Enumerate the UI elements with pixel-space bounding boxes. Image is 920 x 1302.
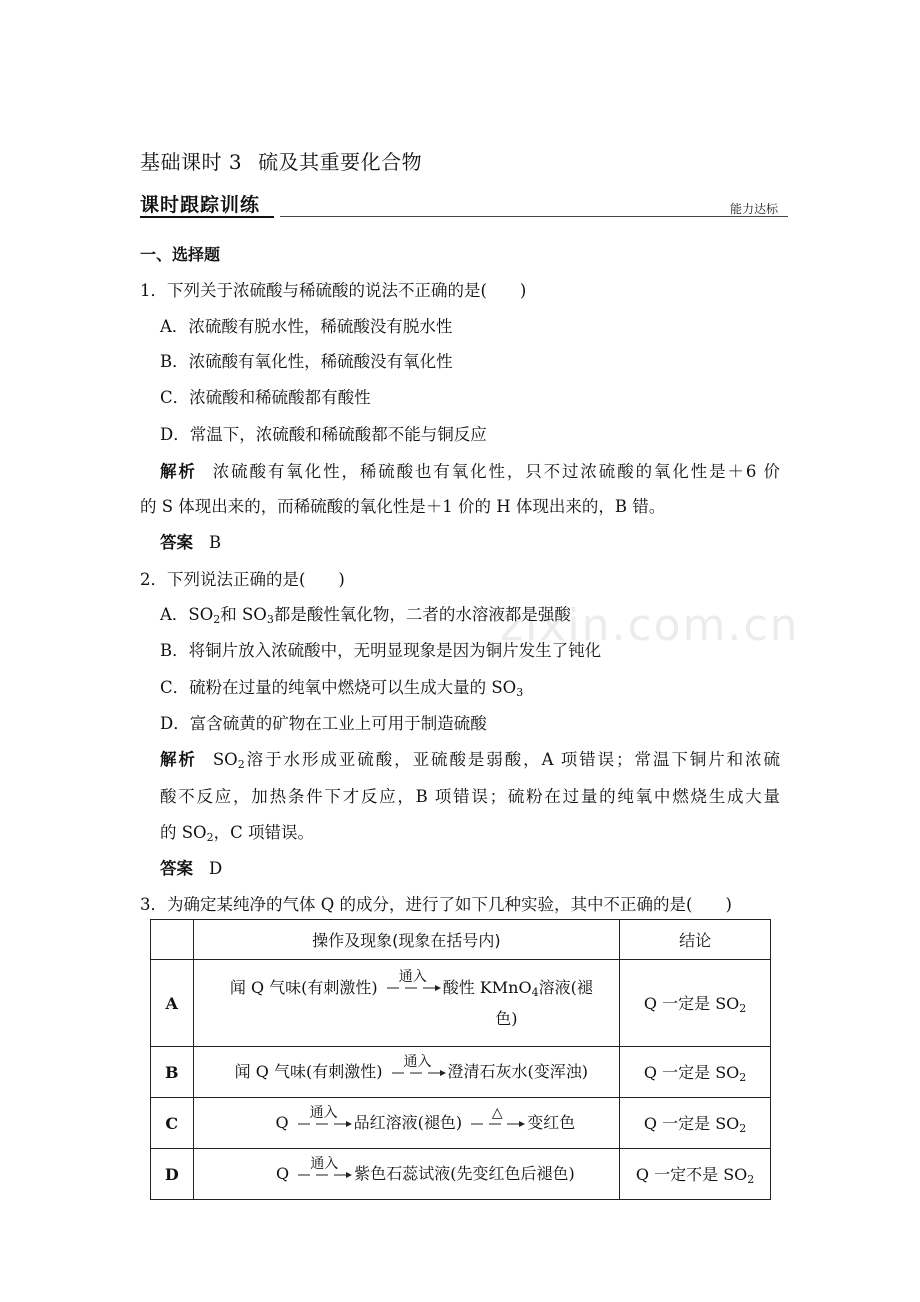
table-row bbox=[151, 960, 771, 1047]
row-conclusion bbox=[620, 1047, 771, 1098]
op-pre: Q bbox=[276, 1164, 290, 1183]
q1-analysis-label: 解析 bbox=[160, 462, 197, 481]
q2-a-mid: 和 SO bbox=[220, 605, 267, 624]
table-header-operation: 操作及现象(现象在括号内) bbox=[193, 920, 620, 960]
row-operation bbox=[193, 960, 620, 1047]
res-sub: 2 bbox=[739, 1071, 747, 1084]
q2-analysis3-sub: 2 bbox=[206, 831, 214, 844]
reaction-arrow-icon bbox=[385, 969, 441, 998]
q2-analysis3-pre: 的 SO bbox=[160, 823, 207, 842]
row-label: D bbox=[151, 1149, 194, 1200]
title-main: 基础课时 3 bbox=[140, 150, 243, 174]
op-pre: Q bbox=[275, 1113, 289, 1132]
res-sub: 2 bbox=[739, 1002, 747, 1015]
res-pre: Q 一定是 SO bbox=[643, 1114, 740, 1133]
arrow2-label: △ bbox=[491, 1104, 503, 1121]
section-banner bbox=[140, 190, 788, 220]
q1-analysis-line2: 的 S 体现出来的，而稀硫酸的氧化性是＋1 价的 H 体现出来的，B 错。 bbox=[140, 497, 666, 516]
reaction-arrow-icon bbox=[390, 1053, 446, 1083]
q2-analysis-line2: 酸不反应，加热条件下才反应，B 项错误；硫粉在过量的纯氧中燃烧生成大量 bbox=[160, 787, 780, 806]
op-pre: 闻 Q 气味(有刺激性) bbox=[229, 977, 378, 997]
title-sub: 硫及其重要化合物 bbox=[258, 150, 423, 174]
q2-answer-label: 答案 bbox=[160, 859, 193, 878]
q2-option-c bbox=[160, 674, 523, 699]
row-conclusion bbox=[620, 1149, 771, 1200]
q2-stem: 2．下列说法正确的是( ) bbox=[140, 570, 345, 589]
reaction-arrow-icon bbox=[296, 1104, 352, 1134]
q2-analysis3-post: ，C 项错误。 bbox=[213, 823, 314, 842]
op-post2: 变红色 bbox=[527, 1113, 576, 1132]
experiment-table bbox=[150, 919, 771, 1200]
table-row bbox=[151, 1047, 771, 1098]
q2-analysis-label: 解析 bbox=[160, 750, 197, 769]
q1-option-c: C．浓硫酸和稀硫酸都有酸性 bbox=[160, 388, 371, 407]
q1-option-d: D．常温下，浓硫酸和稀硫酸都不能与铜反应 bbox=[160, 425, 487, 444]
q1-analysis-line1 bbox=[160, 458, 780, 482]
q2-a-sub: 2 bbox=[213, 613, 221, 626]
res-pre: Q 一定不是 SO bbox=[635, 1165, 748, 1184]
q2-c-pre: C．硫粉在过量的纯氧中燃烧可以生成大量的 SO bbox=[160, 678, 517, 697]
q2-a-sub3: 3 bbox=[266, 613, 274, 626]
arrow-label: 通入 bbox=[398, 969, 427, 985]
res-pre: Q 一定是 SO bbox=[643, 1063, 740, 1082]
table-header-blank bbox=[151, 920, 194, 960]
q1-answer-label: 答案 bbox=[160, 533, 193, 552]
q1-option-a: A．浓硫酸有脱水性，稀硫酸没有脱水性 bbox=[160, 317, 453, 336]
arrow-label: 通入 bbox=[310, 1155, 339, 1172]
q2-answer bbox=[160, 855, 222, 879]
table-row bbox=[151, 1098, 771, 1149]
banner-right-label: 能力达标 bbox=[729, 202, 778, 216]
q1-answer-value: B bbox=[209, 533, 222, 552]
arrow-label: 通入 bbox=[403, 1053, 432, 1070]
q2-option-b: B．将铜片放入浓硫酸中，无明显现象是因为铜片发生了钝化 bbox=[160, 641, 602, 660]
q2-analysis-line1 bbox=[160, 746, 780, 771]
page-title bbox=[140, 146, 422, 175]
heat-arrow-icon bbox=[469, 1104, 525, 1134]
res-sub: 2 bbox=[739, 1122, 747, 1135]
row-operation bbox=[193, 1149, 620, 1200]
q1-answer bbox=[160, 529, 221, 553]
op-post1: 酸性 KMnO bbox=[442, 977, 532, 997]
row-conclusion bbox=[620, 960, 771, 1047]
watermark: zixin.com.cn bbox=[500, 600, 800, 651]
res-pre: Q 一定是 SO bbox=[643, 994, 740, 1013]
op-post1: 品红溶液(褪色) bbox=[353, 1113, 463, 1132]
banner-underline bbox=[140, 216, 274, 218]
row-operation bbox=[193, 1098, 620, 1149]
q2-analysis-pre: SO bbox=[212, 750, 238, 769]
q2-answer-value: D bbox=[209, 859, 223, 878]
section-heading: 一、选择题 bbox=[140, 245, 221, 264]
row-label: C bbox=[151, 1098, 194, 1149]
q2-analysis-line3 bbox=[160, 819, 314, 844]
q3-stem: 3．为确定某纯净的气体 Q 的成分，进行了如下几种实验，其中不正确的是( ) bbox=[140, 895, 732, 914]
q2-a-pre: A．SO bbox=[160, 605, 214, 624]
row-label: B bbox=[151, 1047, 194, 1098]
q2-analysis-post: 溶于水形成亚硫酸，亚硫酸是弱酸，A 项错误；常温下铜片和浓硫 bbox=[244, 750, 780, 769]
reaction-arrow-icon bbox=[296, 1155, 352, 1185]
q2-option-a bbox=[160, 601, 571, 626]
res-sub: 2 bbox=[747, 1173, 755, 1186]
op-sub: 4 bbox=[531, 985, 539, 999]
q1-stem: 1．下列关于浓硫酸与稀硫酸的说法不正确的是( ) bbox=[140, 281, 527, 300]
op-post1: 澄清石灰水(变浑浊) bbox=[447, 1062, 589, 1081]
q2-c-sub: 3 bbox=[516, 686, 524, 699]
table-header-row bbox=[151, 920, 771, 960]
q2-option-d: D．富含硫黄的矿物在工业上可用于制造硫酸 bbox=[160, 714, 487, 733]
table-header-conclusion: 结论 bbox=[620, 920, 771, 960]
q1-analysis-text1: 浓硫酸有氧化性，稀硫酸也有氧化性，只不过浓硫酸的氧化性是＋6 价 bbox=[212, 462, 780, 481]
row-conclusion bbox=[620, 1098, 771, 1149]
q1-option-b: B．浓硫酸有氧化性，稀硫酸没有氧化性 bbox=[160, 352, 453, 371]
op-post2: 溶液(褪 bbox=[538, 977, 593, 997]
op-pre: 闻 Q 气味(有刺激性) bbox=[234, 1062, 383, 1081]
arrow-label: 通入 bbox=[309, 1104, 338, 1121]
q2-a-post: 都是酸性氧化物，二者的水溶液都是强酸 bbox=[273, 605, 571, 624]
banner-label: 课时跟踪训练 bbox=[140, 194, 261, 216]
row-operation bbox=[193, 1047, 620, 1098]
op-post1: 紫色石蕊试液(先变红色后褪色) bbox=[354, 1164, 575, 1183]
q2-analysis-sub: 2 bbox=[237, 758, 245, 771]
banner-rule bbox=[280, 216, 788, 217]
row-label: A bbox=[151, 960, 194, 1047]
op-post3: 色) bbox=[495, 1008, 518, 1028]
table-row bbox=[151, 1149, 771, 1200]
